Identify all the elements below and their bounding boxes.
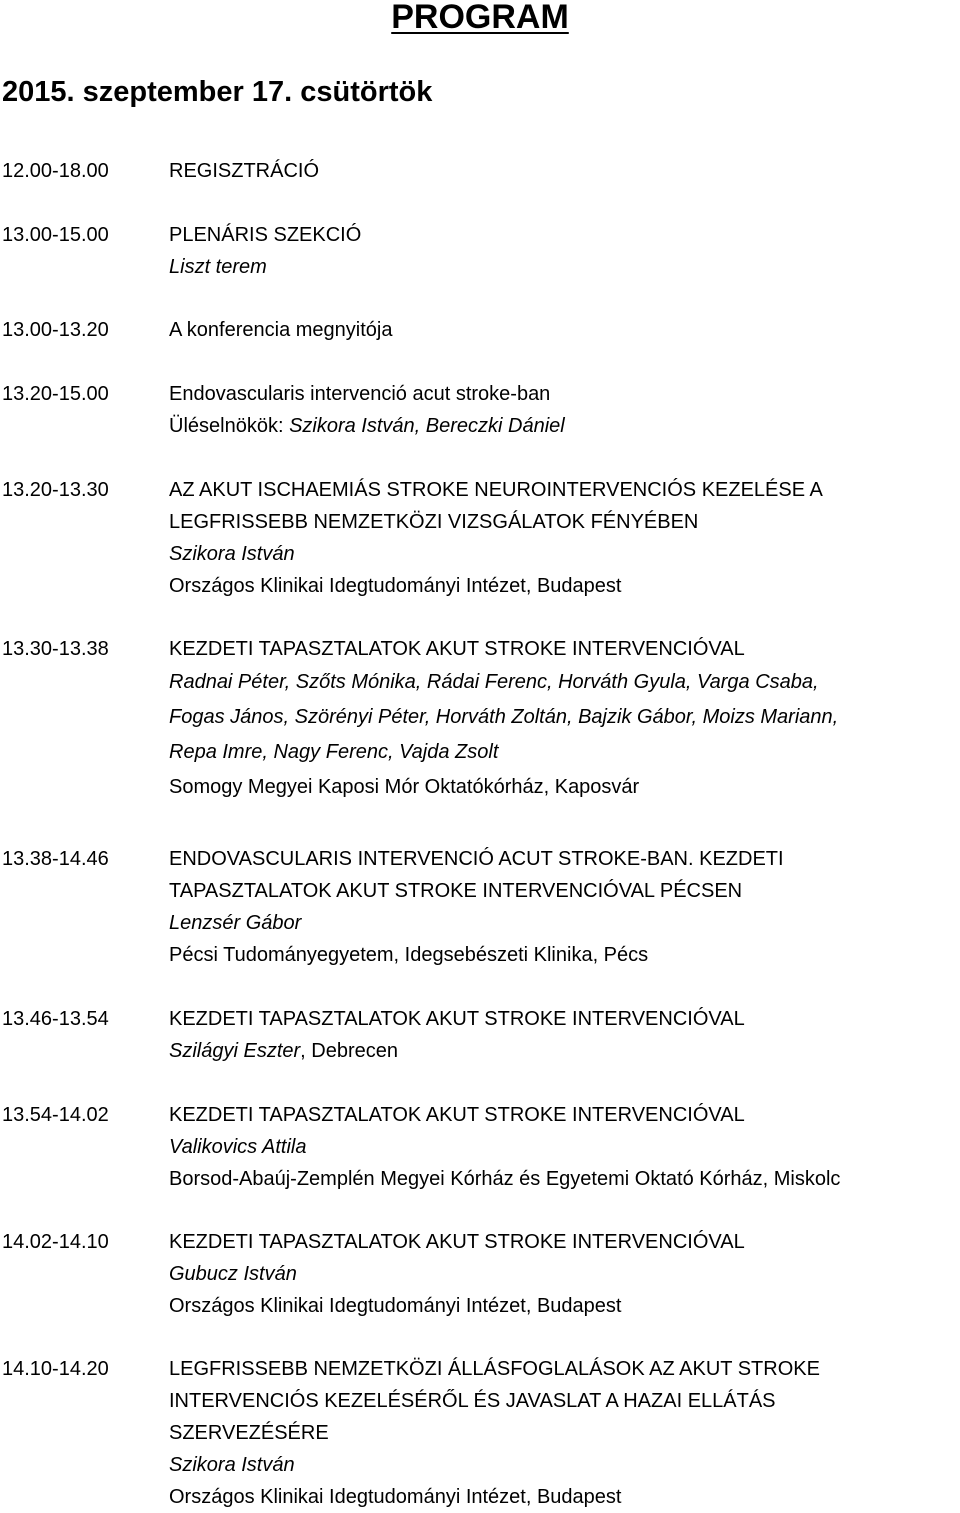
- entry-title: KEZDETI TAPASZTALATOK AKUT STROKE INTERVENCIÓVAL: [169, 1104, 745, 1126]
- entry-institution: Borsod-Abaúj-Zemplén Megyei Kórház és Egyetemi Oktató Kórház, Miskolc: [169, 1168, 841, 1190]
- entry-title: A konferencia megnyitója: [169, 319, 393, 341]
- entry-title: KEZDETI TAPASZTALATOK AKUT STROKE INTERVENCIÓVAL: [169, 638, 745, 660]
- entry-time: 13.30-13.38: [2, 638, 109, 660]
- entry-time: 13.46-13.54: [2, 1008, 109, 1030]
- entry-speaker: Valikovics Attila: [169, 1136, 307, 1158]
- entry-speaker: Gubucz István: [169, 1263, 297, 1285]
- entry-title-line: AZ AKUT ISCHAEMIÁS STROKE NEUROINTERVENCIÓS KEZELÉSE A: [169, 479, 823, 501]
- entry-room: Liszt terem: [169, 256, 267, 278]
- entry-title-line: ENDOVASCULARIS INTERVENCIÓ ACUT STROKE-BAN. KEZDETI: [169, 848, 784, 870]
- entry-time: 13.00-13.20: [2, 319, 109, 341]
- entry-speaker-line: [169, 1035, 960, 1067]
- entry-institution: Pécsi Tudományegyetem, Idegsebészeti Klinika, Pécs: [169, 944, 649, 966]
- entry-institution: Országos Klinikai Idegtudományi Intézet, Budapest: [169, 575, 622, 597]
- entry-speakers-line: Radnai Péter, Szőts Mónika, Rádai Ferenc, Horváth Gyula, Varga Csaba,: [169, 671, 819, 693]
- entry-time: 14.02-14.10: [2, 1231, 109, 1253]
- entry-speaker: Szilágyi Eszter: [169, 1040, 301, 1062]
- entry-time: 13.54-14.02: [2, 1104, 109, 1126]
- entry-title: REGISZTRÁCIÓ: [169, 160, 320, 182]
- entry-institution: Országos Klinikai Idegtudományi Intézet, Budapest: [169, 1295, 622, 1317]
- entry-institution: Somogy Megyei Kaposi Mór Oktatókórház, Kaposvár: [169, 776, 640, 798]
- chairs-label: Üléselnökök:: [169, 415, 290, 437]
- entry-title-line: SZERVEZÉSÉRE: [169, 1422, 329, 1444]
- entry-speaker: Szikora István: [169, 543, 295, 565]
- entry-speaker: Lenzsér Gábor: [169, 912, 302, 934]
- entry-time: 14.10-14.20: [2, 1358, 109, 1380]
- entry-time: 13.20-15.00: [2, 383, 109, 405]
- entry-time: 12.00-18.00: [2, 160, 109, 182]
- entry-title: Endovascularis intervenció acut stroke-ban: [169, 383, 551, 405]
- entry-speaker: Szikora István: [169, 1454, 295, 1476]
- entry-title-line: INTERVENCIÓS KEZELÉSÉRŐL ÉS JAVASLAT A HAZAI ELLÁTÁS: [169, 1390, 776, 1412]
- entry-title-line: LEGFRISSEBB NEMZETKÖZI ÁLLÁSFOGLALÁSOK AZ AKUT STROKE: [169, 1358, 820, 1380]
- entry-time: 13.20-13.30: [2, 479, 109, 501]
- entry-speakers-line: Fogas János, Szörényi Péter, Horváth Zoltán, Bajzik Gábor, Moizs Mariann,: [169, 706, 839, 728]
- entry-time: 13.38-14.46: [2, 848, 109, 870]
- chairs-names: Szikora István, Bereczki Dániel: [289, 415, 565, 437]
- entry-chairs: [169, 410, 960, 442]
- entry-institution: Országos Klinikai Idegtudományi Intézet, Budapest: [169, 1486, 622, 1508]
- entry-title: PLENÁRIS SZEKCIÓ: [169, 224, 362, 246]
- entry-title-line: TAPASZTALATOK AKUT STROKE INTERVENCIÓVAL PÉCSEN: [169, 880, 743, 902]
- page-title: PROGRAM: [391, 0, 569, 36]
- program-date: 2015. szeptember 17. csütörtök: [2, 76, 433, 108]
- entry-speaker-city: , Debrecen: [300, 1040, 398, 1062]
- entry-title-line: LEGFRISSEBB NEMZETKÖZI VIZSGÁLATOK FÉNYÉBEN: [169, 511, 699, 533]
- entry-speakers-line: Repa Imre, Nagy Ferenc, Vajda Zsolt: [169, 741, 499, 763]
- entry-time: 13.00-15.00: [2, 224, 109, 246]
- entry-title: KEZDETI TAPASZTALATOK AKUT STROKE INTERVENCIÓVAL: [169, 1231, 745, 1253]
- entry-title: KEZDETI TAPASZTALATOK AKUT STROKE INTERVENCIÓVAL: [169, 1008, 745, 1030]
